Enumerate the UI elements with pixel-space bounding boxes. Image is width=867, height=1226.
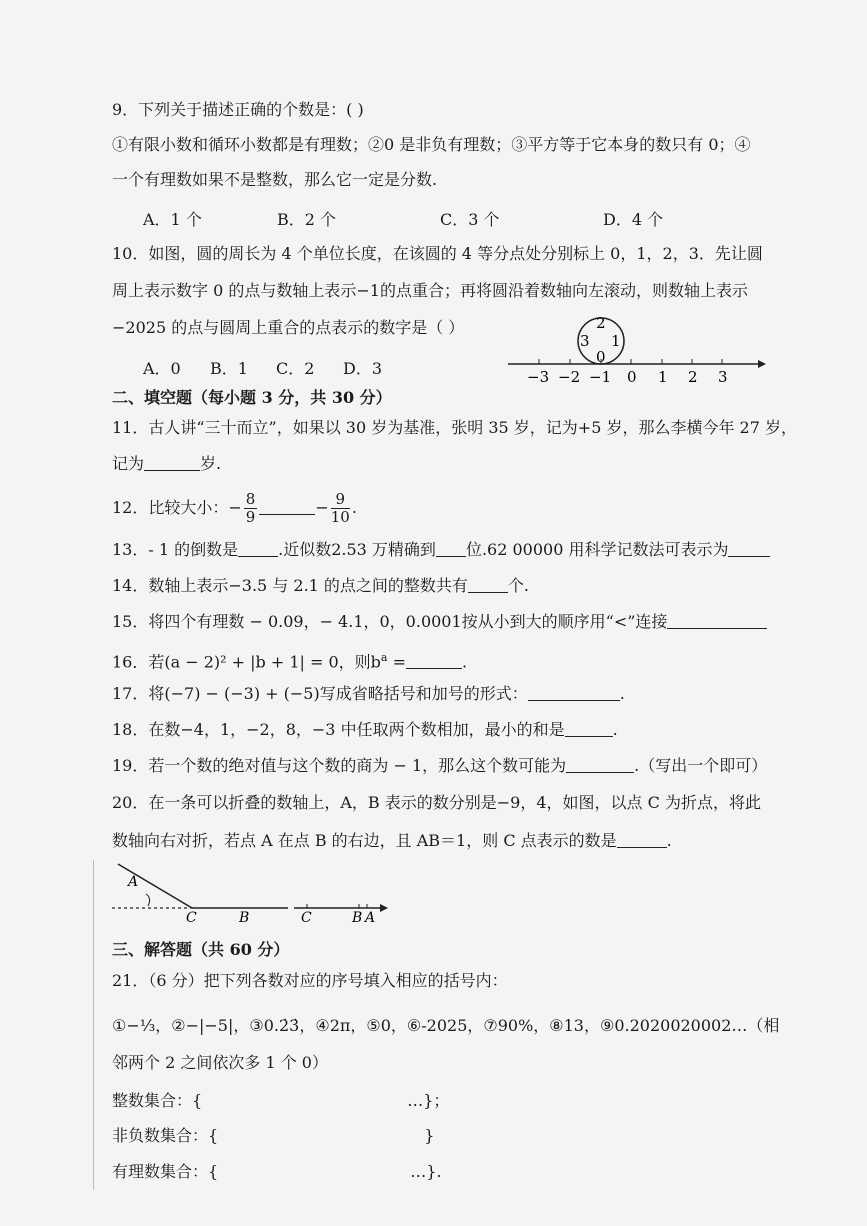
axis-arrow	[758, 360, 766, 368]
tick-label: −2	[558, 368, 581, 385]
q9-body-2: 一个有理数如果不是整数，那么它一定是分数.	[112, 170, 438, 189]
q10-option-d: D．3	[343, 359, 383, 378]
q12-blank[interactable]	[259, 498, 315, 515]
scan-margin-line	[93, 860, 94, 1190]
q11-pre: 记为	[112, 454, 145, 473]
q10-option-c: C．2	[276, 359, 315, 378]
q9-stem: 9．下列关于描述正确的个数是：( )	[112, 100, 364, 119]
tick-label: −1	[589, 368, 612, 385]
fig-label-a: A	[365, 910, 376, 926]
q11-line-2	[112, 454, 221, 474]
fig-label-c: C	[186, 910, 197, 926]
q18-blank[interactable]	[565, 720, 613, 737]
q16-line: 16．若(a − 2)² + |b + 1| = 0，则$b^a$ = .	[112, 651, 468, 672]
q14-blank[interactable]	[468, 576, 508, 593]
q9-option-a: A．1 个	[143, 210, 202, 229]
q17-blank[interactable]	[528, 684, 620, 701]
fig-label-b: B	[352, 910, 363, 926]
q21-items-2: 邻两个 2 之间依次多 1 个 0）	[112, 1053, 328, 1072]
q10-figure	[500, 305, 770, 385]
circle-label-2: 2	[596, 314, 606, 332]
q9-option-b: B．2 个	[277, 210, 337, 229]
q17-line: 17．将(−7) − (−3) + (−5)写成省略括号和加号的形式： .	[112, 684, 625, 703]
fig-label-b: B	[239, 910, 250, 926]
q9-option-d: D．4 个	[603, 210, 664, 229]
q19-line: 19．若一个数的绝对值与这个数的商为 − 1，那么这个数可能为 .（写出一个即可）	[112, 756, 768, 775]
q19-blank[interactable]	[566, 756, 634, 773]
q10-option-a: A．0	[143, 359, 181, 378]
integer-set: 整数集合：{ …}；	[112, 1091, 450, 1110]
q11-blank[interactable]	[144, 454, 200, 471]
q16-blank[interactable]	[406, 652, 462, 669]
q10-line-2: 周上表示数字 0 的点与数轴上表示−1的点重合；再将圆沿着数轴向左滚动，则数轴上表示	[112, 281, 748, 300]
fig-label-a: A	[128, 874, 139, 890]
tick-label: 0	[627, 368, 637, 385]
circle-label-1: 1	[611, 332, 621, 350]
circle-label-0: 0	[596, 348, 606, 366]
section-3-title: 三、解答题（共 60 分）	[112, 940, 290, 959]
q20-line-2: 数轴向右对折，若点 A 在点 B 的右边，且 AB＝1，则 C 点表示的数是 .	[112, 831, 672, 850]
q14-line: 14．数轴上表示−3.5 与 2.1 的点之间的整数共有 个.	[112, 576, 530, 595]
q12-fraction-1: $\frac{8}{9}$	[245, 490, 256, 526]
tick-label: −3	[527, 368, 550, 385]
tick-label: 2	[688, 368, 698, 385]
q10-line-1: 10．如图，圆的周长为 4 个单位长度，在该圆的 4 等分点处分别标上 0，1，2，3．先让圆	[112, 244, 763, 263]
q20-line-1: 20．在一条可以折叠的数轴上，A，B 表示的数分别是−9，4，如图，以点 C 为折点，将此	[112, 793, 761, 812]
circle-label-3: 3	[580, 332, 590, 350]
q11-post: 岁.	[200, 454, 222, 473]
rational-set: 有理数集合：{ …}.	[112, 1162, 442, 1181]
q10-line-3: −2025 的点与圆周上重合的点表示的数字是（ ）	[112, 318, 465, 337]
q13-blank-1[interactable]	[238, 540, 278, 557]
q15-line: 15．将四个有理数 − 0.09，− 4.1，0，0.0001按从小到大的顺序用“<”连接	[112, 612, 767, 632]
q9-body-1: ①有限小数和循环小数都是有理数；②0 是非负有理数；③平方等于它本身的数只有 0；④	[112, 135, 751, 154]
q13-line: 13．- 1 的倒数是 .近似数2.53 万精确到 位.62 00000 用科学记数法可表示为	[112, 540, 770, 560]
q10-option-b: B．1	[210, 359, 248, 378]
q12-line: 12．比较大小：− $\frac{8}{9}$ − $\frac{9}{10}$ .	[112, 490, 357, 526]
q12-fraction-2: $\frac{9}{10}$	[330, 490, 350, 526]
q18-line: 18．在数−4，1，−2，8，−3 中任取两个数相加，最小的和是 .	[112, 720, 618, 739]
nonnegative-set: 非负数集合：{ }	[112, 1126, 435, 1145]
section-2-title: 二、填空题（每小题 3 分，共 30 分）	[112, 388, 392, 407]
q20-figure	[108, 858, 398, 928]
q9-option-c: C．3 个	[440, 210, 500, 229]
fig-label-c: C	[301, 910, 312, 926]
q13-blank-3[interactable]	[728, 540, 770, 557]
q15-blank[interactable]	[667, 612, 767, 629]
tick-label: 3	[718, 368, 728, 385]
q12-pre: 12．比较大小：	[112, 498, 229, 517]
q13-blank-2[interactable]	[436, 540, 466, 557]
tick-label: 1	[658, 368, 668, 385]
q21-items-1: ①−⅓，②−|−5|，③0.2̇3̇，④2π，⑤0，⑥-2025，⑦90%，⑧13，⑨0.2020020002…（相	[112, 1016, 780, 1035]
q11-line-1: 11．古人讲“三十而立”，如果以 30 岁为基准，张明 35 岁，记为+5 岁，那么李横今年 27 岁，	[112, 418, 797, 437]
q21-stem: 21．（6 分）把下列各数对应的序号填入相应的括号内：	[112, 971, 508, 990]
q20-blank[interactable]	[617, 831, 667, 848]
